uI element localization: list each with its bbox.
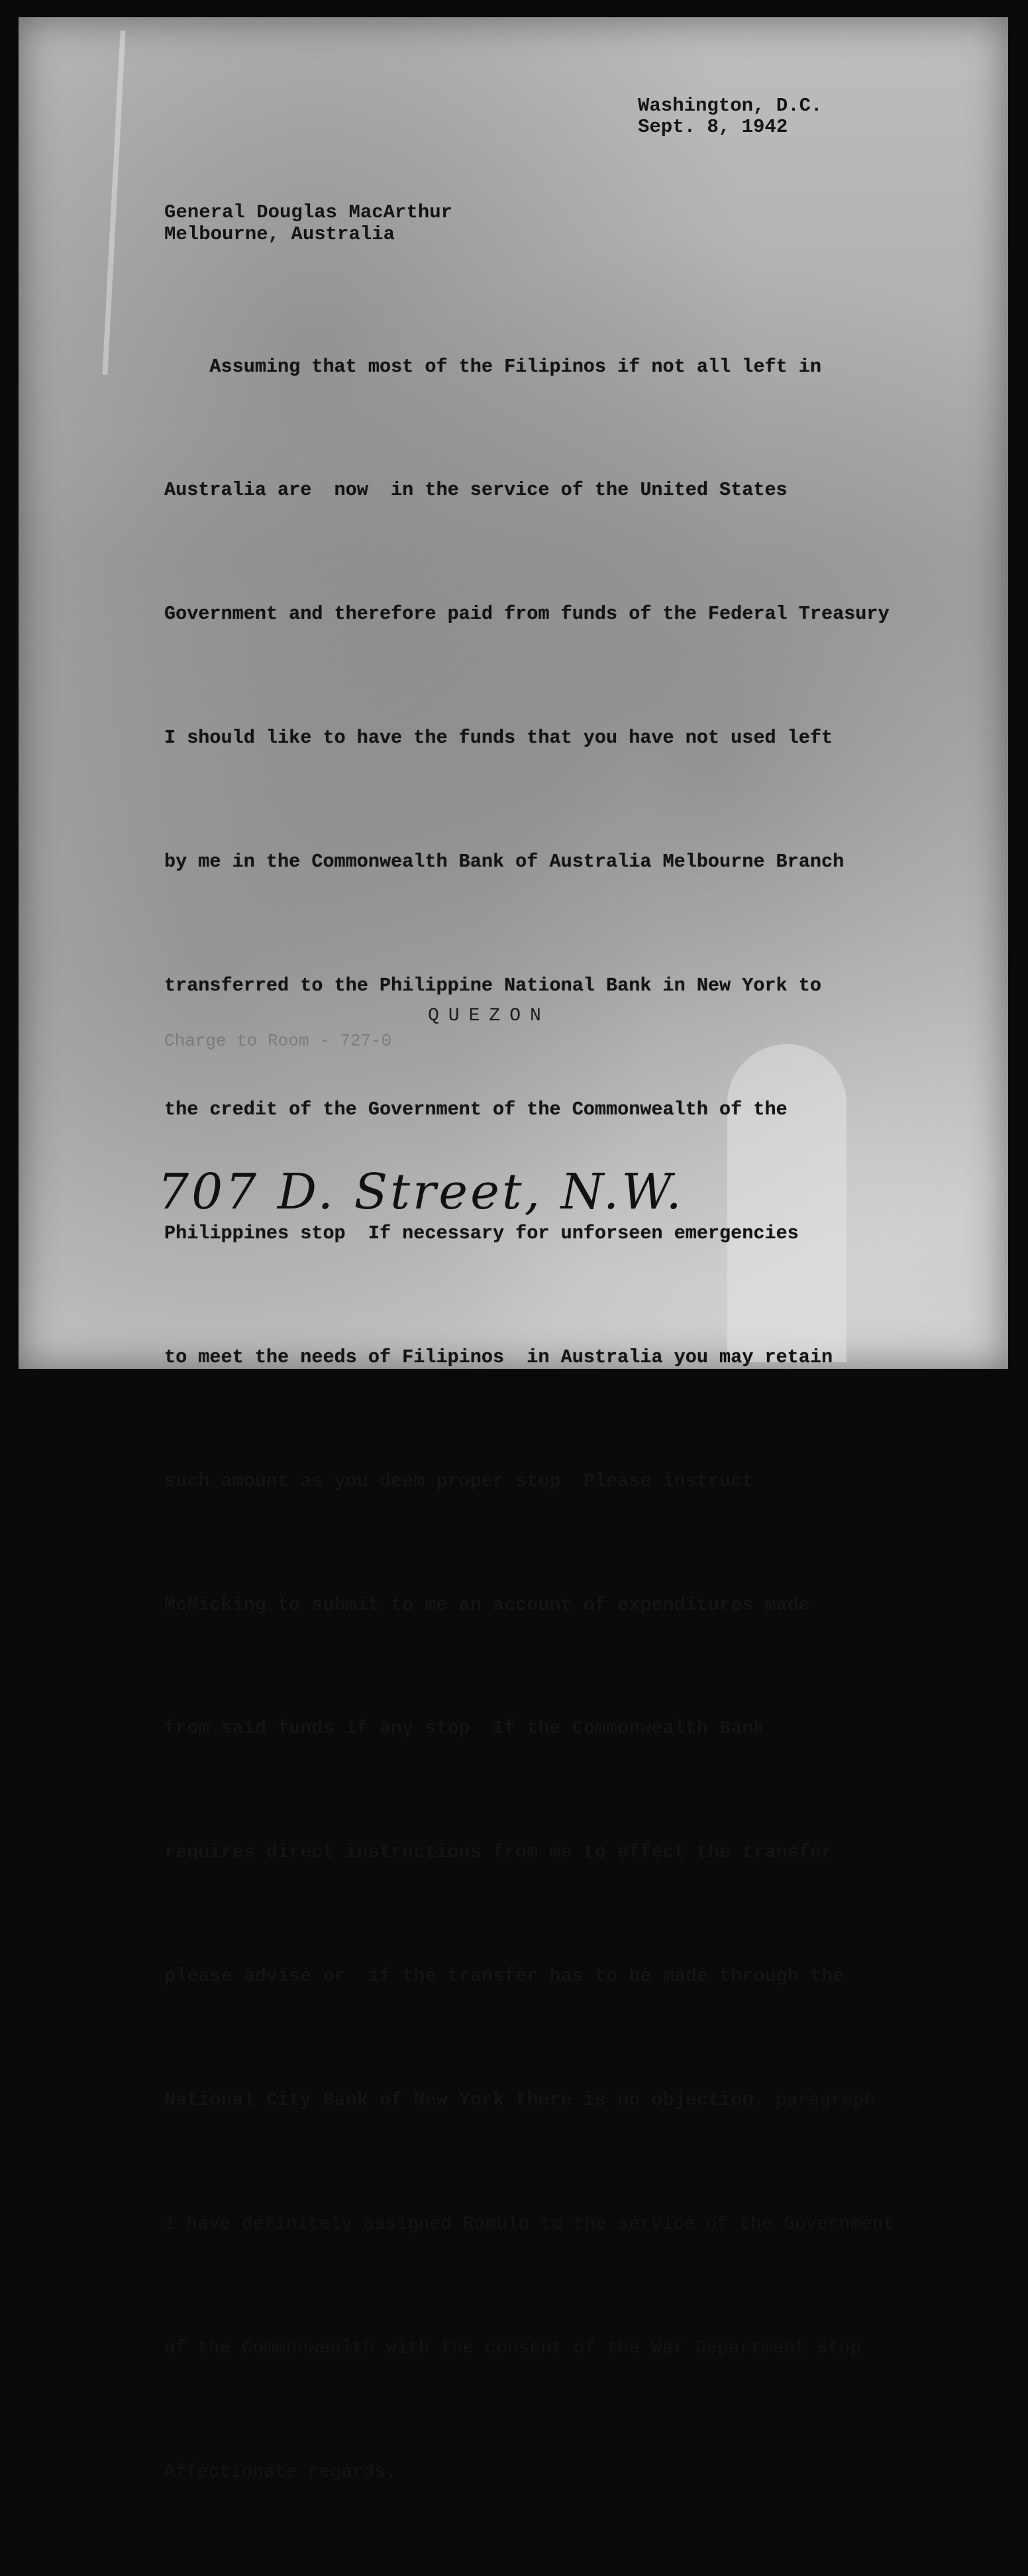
body-line: Assuming that most of the Filipinos if not all left in <box>164 355 821 378</box>
body-line: the credit of the Government of the Commonwealth of the <box>164 1098 788 1120</box>
handwritten-note: 707 D. Street, N.W. <box>158 1163 684 1220</box>
body-line: please advise or if the transfer has to be made through the <box>164 1965 845 1988</box>
body-line: from said funds if any stop If the Commonwealth Bank <box>164 1717 765 1740</box>
dateline-date: Sept. 8, 1942 <box>638 116 788 138</box>
body-line: McMicking to submit to me an account of expenditures made <box>164 1593 810 1616</box>
addressee-name: General Douglas MacArthur <box>164 201 453 223</box>
paper-crease <box>102 30 125 375</box>
letter-sheet <box>19 17 1008 2483</box>
ghost-text: Charge to Room - 727-0 <box>164 1031 392 1051</box>
signature: QUEZON <box>428 1006 550 1026</box>
body-line: National City Bank of New York there is no objection. <box>164 2089 765 2112</box>
body-line-light: I have definitely assigned Romulo to the service of the Government <box>164 2214 895 2235</box>
body-line: such amount as you deem proper stop Please instruct <box>164 1470 754 1492</box>
body-line: Government and therefore paid from funds of the Federal Treasury <box>164 603 890 625</box>
dateline <box>638 95 822 138</box>
dateline-city: Washington, D.C. <box>638 95 823 117</box>
body-line: Australia are now in the service of the United States <box>164 479 788 502</box>
body-line: requires direct instructions from me to effect the transfer <box>164 1841 833 1864</box>
body-line: by me in the Commonwealth Bank of Australia Melbourne Branch <box>164 851 845 873</box>
letter-body <box>164 264 894 2576</box>
body-line: to meet the needs of Filipinos in Australia you may retain <box>164 1346 833 1368</box>
addressee-location: Melbourne, Australia <box>164 223 395 245</box>
body-line: I should like to have the funds that you have not used left <box>164 727 833 749</box>
body-line: Philippines stop If necessary for unforseen emergencies <box>164 1222 799 1244</box>
paragraph-marker: paragraph <box>764 2090 876 2112</box>
addressee-block <box>164 201 452 245</box>
body-line-mixed <box>164 2080 894 2121</box>
body-line: transferred to the Philippine National Bank in New York to <box>164 975 821 997</box>
body-line-light: of the Commonwealth with the consent of the War Department stop <box>164 2337 862 2359</box>
body-line-light: Affectionate regards. <box>164 2461 397 2483</box>
